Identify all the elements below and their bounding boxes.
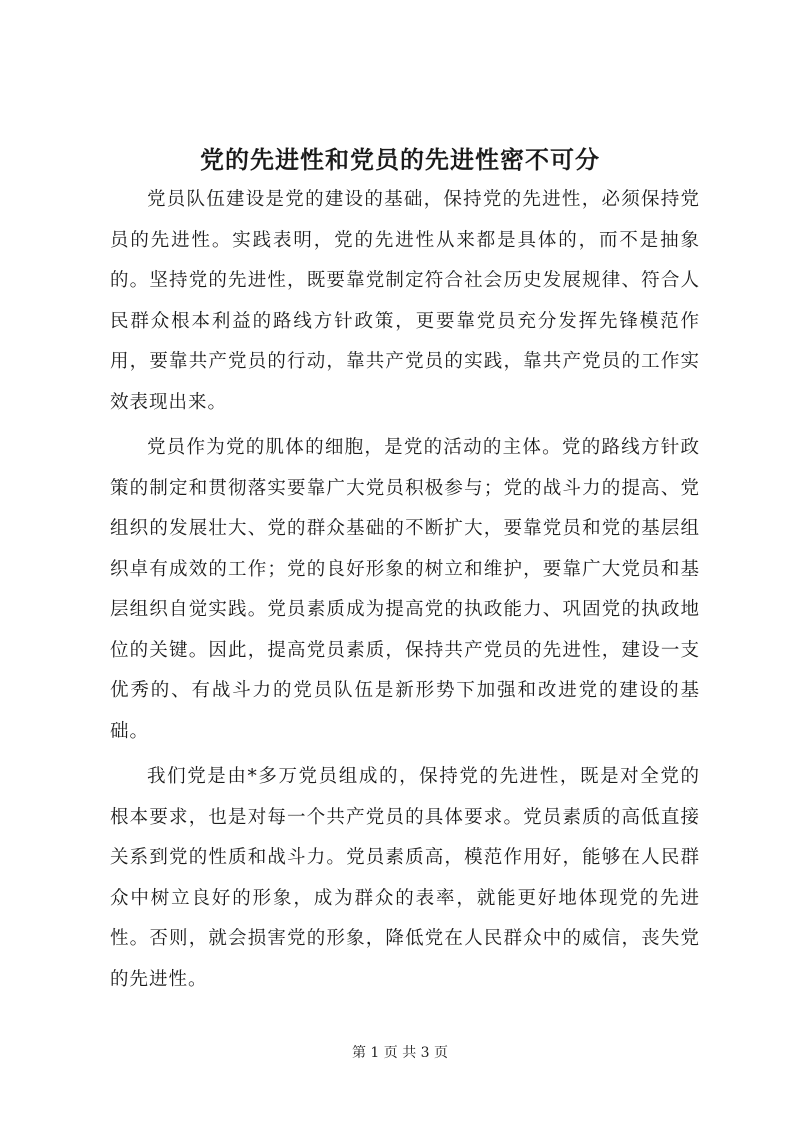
paragraph-2: 党员作为党的肌体的细胞，是党的活动的主体。党的路线方针政策的制定和贯彻落实要靠广大党员积极参与；党的战斗力的提高、党组织的发展壮大、党的群众基础的不断扩大，要靠党员和党的基层组织卓有成效的工作；党的良好形象的树立和维护，要靠广大党员和基层组织自觉实践。党员素质成为提高党的执政能力、巩固党的执政地位的关键。因此，提高党员素质，保持共产党员的先进性，建设一支优秀的、有战斗力的党员队伍是新形势下加强和改进党的建设的基础。 (110, 437, 700, 742)
paragraph-1: 党员队伍建设是党的建设的基础，保持党的先进性，必须保持党员的先进性。实践表明，党的先进性从来都是具体的，而不是抽象的。坚持党的先进性，既要靠党制定符合社会历史发展规律、符合人民群众根本利益的路线方针政策，更要靠党员充分发挥先锋模范作用，要靠共产党员的行动，靠共产党员的实践，靠共产党员的工作实效表现出来。 (110, 189, 700, 413)
page-number-footer: 第 1 页 共 3 页 (351, 1045, 449, 1061)
document-title: 党的先进性和党员的先进性密不可分 (200, 145, 600, 174)
document-body (110, 180, 700, 1000)
paragraph-3: 我们党是由*多万党员组成的，保持党的先进性，既是对全党的根本要求，也是对每一个共产党员的具体要求。党员素质的高低直接关系到党的性质和战斗力。党员素质高，模范作用好，能够在人民群众中树立良好的形象，成为群众的表率，就能更好地体现党的先进性。否则，就会损害党的形象，降低党在人民群众中的威信，丧失党的先进性。 (110, 766, 700, 990)
